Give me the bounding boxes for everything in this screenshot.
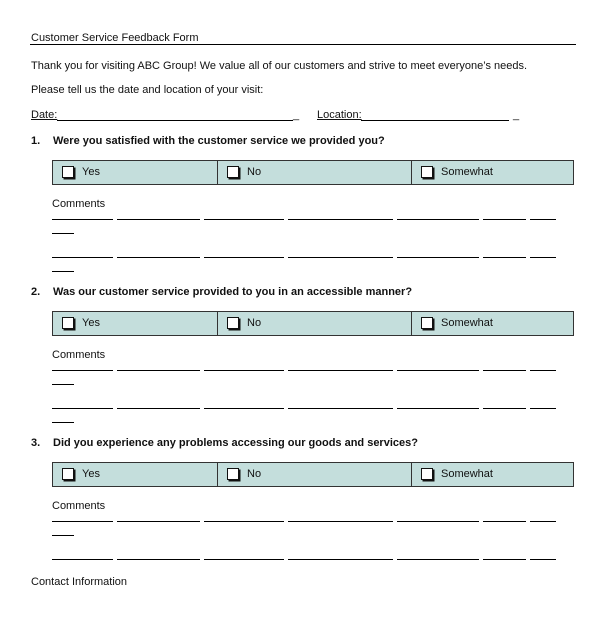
option-yes[interactable] <box>53 463 218 486</box>
comment-line[interactable] <box>52 559 556 560</box>
question-text: Were you satisfied with the customer service we provided you? <box>53 135 385 147</box>
comment-line[interactable] <box>52 219 556 220</box>
comment-line-stub <box>52 233 74 234</box>
contact-information-label: Contact Information <box>31 576 127 588</box>
visit-details-row <box>31 109 571 123</box>
comment-line[interactable] <box>52 408 556 409</box>
option-label: Yes <box>82 317 100 329</box>
option-yes[interactable] <box>53 161 218 184</box>
comment-line[interactable] <box>52 370 556 371</box>
comment-line-stub <box>52 384 74 385</box>
question-text: Did you experience any problems accessing our goods and services? <box>53 437 418 449</box>
checkbox-icon[interactable] <box>227 317 239 329</box>
option-somewhat[interactable] <box>412 312 573 335</box>
checkbox-icon[interactable] <box>227 468 239 480</box>
visit-prompt: Please tell us the date and location of your visit: <box>31 84 264 96</box>
checkbox-icon[interactable] <box>421 166 433 178</box>
location-field[interactable] <box>361 120 509 121</box>
option-somewhat[interactable] <box>412 161 573 184</box>
question-number: 3. <box>31 437 41 449</box>
intro-text: Thank you for visiting ABC Group! We value all of our customers and strive to meet everyone’s needs. <box>31 60 528 72</box>
date-field[interactable] <box>57 120 293 121</box>
option-no[interactable] <box>218 161 412 184</box>
option-label: Yes <box>82 468 100 480</box>
checkbox-icon[interactable] <box>227 166 239 178</box>
comment-line-stub <box>52 422 74 423</box>
option-label: Somewhat <box>441 166 493 178</box>
question-1-options <box>52 160 574 185</box>
option-somewhat[interactable] <box>412 463 573 486</box>
question-number: 1. <box>31 135 41 147</box>
location-trailing-mark: _ <box>513 109 520 121</box>
option-label: No <box>247 317 262 329</box>
date-trailing-mark: _ <box>293 109 300 121</box>
form-title: Customer Service Feedback Form <box>31 32 199 44</box>
option-yes[interactable] <box>53 312 218 335</box>
question-number: 2. <box>31 286 41 298</box>
option-label: Somewhat <box>441 317 493 329</box>
question-text: Was our customer service provided to you in an accessible manner? <box>53 286 413 298</box>
option-label: No <box>247 468 262 480</box>
option-no[interactable] <box>218 312 412 335</box>
question-1 <box>31 135 385 147</box>
checkbox-icon[interactable] <box>62 468 74 480</box>
checkbox-icon[interactable] <box>421 317 433 329</box>
question-2-options <box>52 311 574 336</box>
comments-label: Comments <box>52 349 106 361</box>
location-label: Location: <box>317 109 362 121</box>
comment-line-stub <box>52 535 74 536</box>
option-label: Yes <box>82 166 100 178</box>
comments-label: Comments <box>52 500 106 512</box>
date-label: Date: <box>31 109 58 121</box>
comment-line[interactable] <box>52 521 556 522</box>
option-label: No <box>247 166 262 178</box>
option-label: Somewhat <box>441 468 493 480</box>
question-2 <box>31 286 412 298</box>
option-no[interactable] <box>218 463 412 486</box>
title-rule <box>30 44 576 45</box>
comment-line[interactable] <box>52 257 556 258</box>
comments-label: Comments <box>52 198 106 210</box>
question-3-options <box>52 462 574 487</box>
checkbox-icon[interactable] <box>62 166 74 178</box>
question-3 <box>31 437 418 449</box>
checkbox-icon[interactable] <box>421 468 433 480</box>
comment-line-stub <box>52 271 74 272</box>
checkbox-icon[interactable] <box>62 317 74 329</box>
